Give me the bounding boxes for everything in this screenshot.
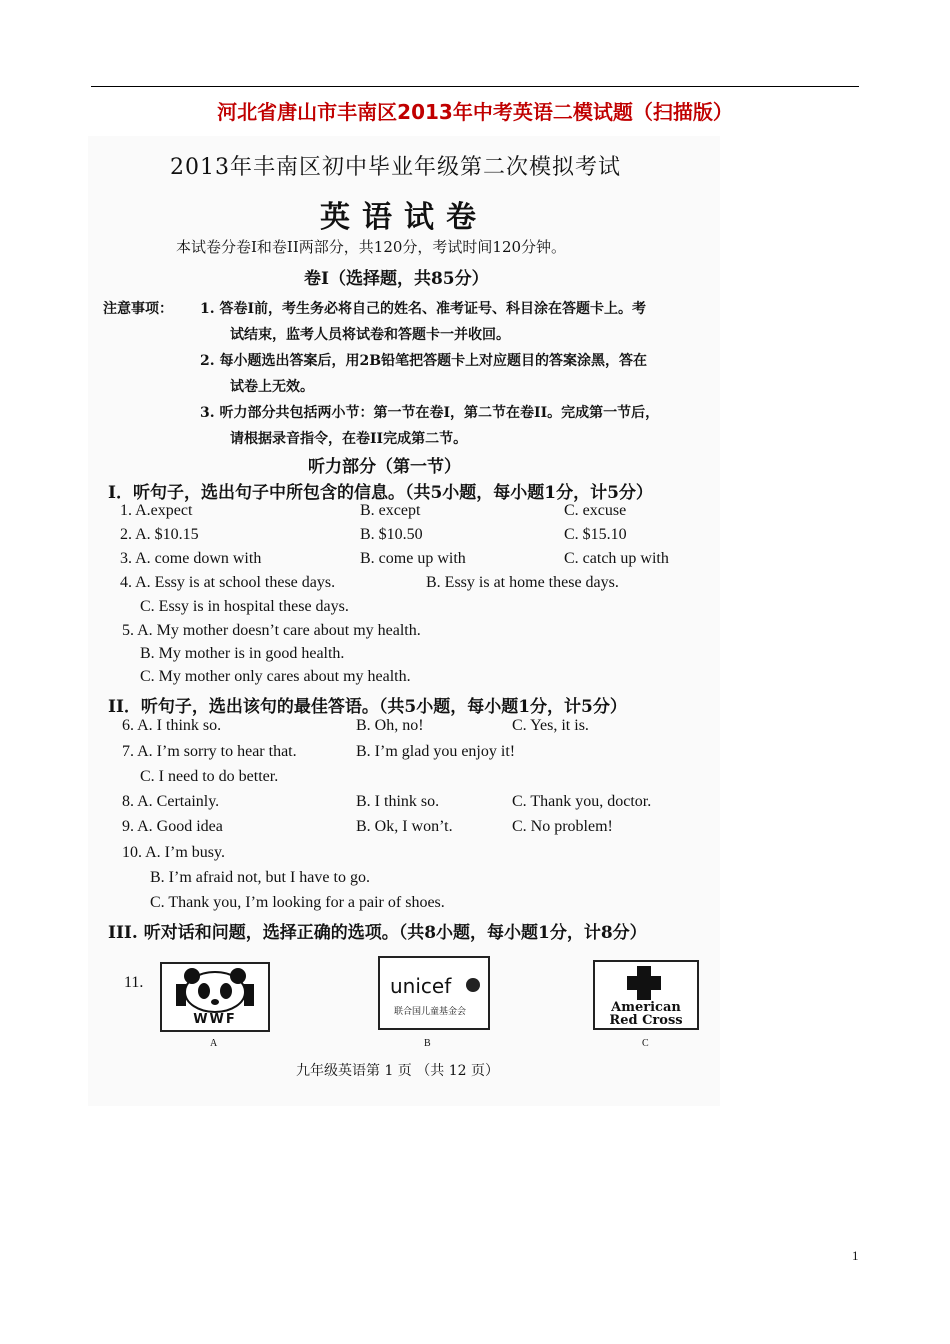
subject-title: 英语试卷 [320,200,488,235]
unicef-text: unicef [390,974,452,998]
note-line: 2. 每小题选出答案后，用2B铅笔把答题卡上对应题目的答案涂黑，答在 [200,353,648,369]
q9-option-b: B. Ok, I won’t. [356,818,453,835]
q8-option-b: B. I think so. [356,793,440,810]
unicef-logo [378,956,490,1030]
q11-label: 11. [124,974,144,991]
q6-option-a: 6. A. I think so. [122,717,222,734]
logo-caption-a: A [210,1038,218,1049]
q10-option-c: C. Thank you, I’m looking for a pair of shoes. [150,894,445,911]
exam-intro: 本试卷分卷I和卷II两部分，共120分，考试时间120分钟。 [176,238,567,256]
q1-option-a: 1. A.expect [120,502,193,519]
wwf-text: WWF [193,1012,237,1027]
globe-icon [466,978,480,992]
note-line: 请根据录音指令，在卷II完成第二节。 [230,431,468,447]
header-rule [91,86,859,87]
q2-option-c: C. $15.10 [564,526,627,543]
q7-option-a: 7. A. I’m sorry to hear that. [122,743,297,760]
note-line: 3. 听力部分共包括两小节：第一节在卷I，第二节在卷II。完成第一节后， [200,405,660,421]
unicef-subtitle: 联合国儿童基金会 [394,1007,467,1017]
q9-option-a: 9. A. Good idea [122,818,223,835]
q9-option-c: C. No problem! [512,818,613,835]
q5-option-c: C. My mother only cares about my health. [140,668,411,685]
q1-option-c: C. excuse [564,502,627,519]
note-line: 1. 答卷I前，考生务必将自己的姓名、准考证号、科目涂在答题卡上。考 [200,301,647,317]
note-line: 试卷上无效。 [230,379,314,395]
exam-title: 2013年丰南区初中毕业年级第二次模拟考试 [170,155,621,180]
q7-option-b: B. I’m glad you enjoy it! [356,743,516,760]
q3-option-c: C. catch up with [564,550,669,567]
q10-option-b: B. I’m afraid not, but I have to go. [150,869,370,886]
note-line: 试结束，监考人员将试卷和答题卡一并收回。 [230,327,510,343]
q4-option-a: 4. A. Essy is at school these days. [120,574,336,591]
cross-icon-bar [627,976,661,990]
q3-option-b: B. come up with [360,550,466,567]
notes-label: 注意事项： [103,301,173,317]
q3-option-a: 3. A. come down with [120,550,262,567]
document-title: 河北省唐山市丰南区2013年中考英语二模试题（扫描版） [217,100,733,124]
q5-option-a: 5. A. My mother doesn’t care about my health. [122,622,421,639]
q2-option-a: 2. A. $10.15 [120,526,199,543]
page-footer: 九年级英语第 1 页 （共 12 页） [296,1063,499,1079]
q2-option-b: B. $10.50 [360,526,423,543]
listening-title: 听力部分（第一节） [308,457,461,477]
q6-option-c: C. Yes, it is. [512,717,589,734]
red-cross-logo [593,960,699,1030]
q8-option-a: 8. A. Certainly. [122,793,220,810]
q6-option-b: B. Oh, no! [356,717,424,734]
section-2-title: II．听句子，选出该句的最佳答语。（共5小题，每小题1分，计5分） [108,697,627,717]
part1-title: 卷I（选择题，共85分） [304,269,489,289]
q5-option-b: B. My mother is in good health. [140,645,345,662]
q7-option-c: C. I need to do better. [140,768,279,785]
section-1-title: I．听句子，选出句子中所包含的信息。（共5小题，每小题1分，计5分） [108,483,653,503]
logo-caption-c: C [642,1038,649,1049]
q10-option-a: 10. A. I’m busy. [122,844,225,861]
scanned-page [88,136,720,1106]
q1-option-b: B. except [360,502,421,519]
q4-option-b: B. Essy is at home these days. [426,574,619,591]
red-cross-line2: Red Cross [609,1013,683,1028]
red-cross-line1: American [611,1000,681,1015]
section-3-title: III. 听对话和问题，选择正确的选项。（共8小题，每小题1分，计8分） [108,923,647,943]
q8-option-c: C. Thank you, doctor. [512,793,652,810]
q4-option-c: C. Essy is in hospital these days. [140,598,349,615]
page-number: 1 [852,1248,859,1263]
wwf-logo [160,962,270,1032]
logo-caption-b: B [424,1038,431,1049]
